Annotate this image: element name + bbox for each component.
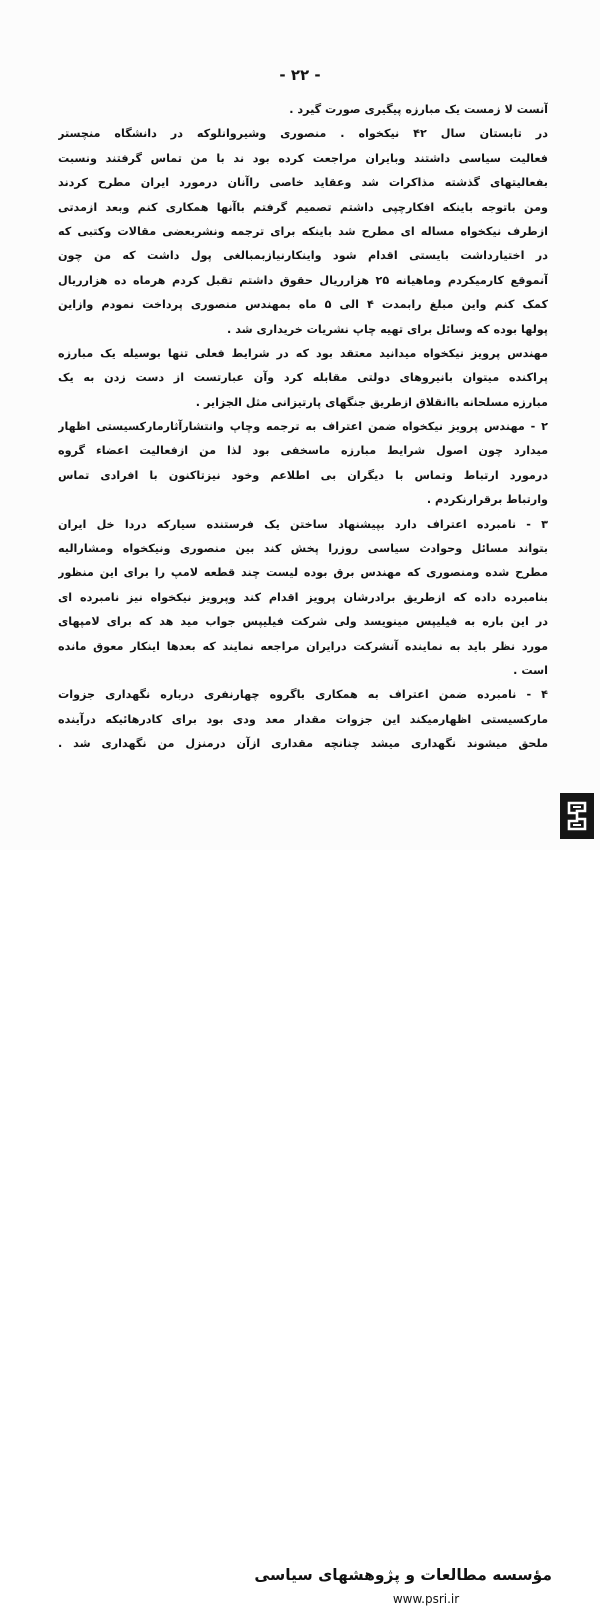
text-line: مارکسیستی اظهارمیکند این جزوات مقدار معد ودی بود برای کادرهائیکه درآینده <box>58 712 548 726</box>
text-line: مطرح شده ومنصوری که مهندس برق بوده لیست چند قطعه لامپ را برای این منظور <box>58 566 548 580</box>
text-line: ۴ - نامبرده ضمن اعتراف به همکاری باگروه چهارنفری درباره نگهداری جزوات <box>58 688 548 702</box>
document-body <box>58 98 548 757</box>
text-line: بفعالیتهای گذشته مذاکرات شد وعقاید خاصی راآنان درمورد ایران مطرح کردند <box>58 176 548 190</box>
institution-logo-icon <box>560 793 594 839</box>
text-line: ملحق میشوند نگهداری میشد چنانچه مقداری ازآن درمنزل من نگهداری شد . <box>58 737 548 751</box>
institution-website: www.psri.ir <box>392 1592 460 1606</box>
text-line: ازطرف نیکخواه مساله ای مطرح شد باینکه برای ترجمه ونشربعضی مقالات وکتبی که <box>58 224 548 238</box>
text-line: آنموقع کارمیکردم وماهیانه ۲۵ هزارریال حقوق داشتم تقبل کردم هرماه ده هزارریال <box>58 273 548 287</box>
text-line: مهندس پرویز نیکخواه میدانید معتقد بود که در شرایط فعلی تنها بوسیله یک مبارزه <box>58 346 548 360</box>
institution-name: مؤسسه مطالعات و پژوهشهای سیاسی <box>254 1566 552 1584</box>
text-line: است . <box>513 663 548 677</box>
text-line: پولها بوده که وسائل برای تهیه چاپ نشریات خریداری شد . <box>227 322 548 336</box>
text-line: مبارزه مسلحانه باانقلاق ازطریق جنگهای پارتیزانی مثل الجزایر . <box>195 395 548 409</box>
text-line: وارتباط برقرارنکردم . <box>426 493 548 507</box>
footer-watermark <box>0 776 600 1606</box>
text-line: در اختیارداشت بایستی اقدام شود واینکارنیازبمبالغی پول داشت که من چون <box>58 249 548 263</box>
institution-logo-graphic <box>564 797 590 835</box>
text-line: ۳ - نامبرده اعتراف دارد بپیشنهاد ساختن یک فرستنده سیارکه دردا خل ایران <box>58 517 548 531</box>
text-line: پراکنده میتوان بانیروهای دولتی مقابله کرد وآن عبارتست از دست زدن به یک <box>58 371 548 385</box>
text-line: ۲ - مهندس پرویز نیکخواه ضمن اعتراف به ترجمه وچاپ وانتشارآثارمارکسیستی اظهار <box>58 420 548 434</box>
text-line: کمک کنم واین مبلغ رابمدت ۴ الی ۵ ماه بمهندس منصوری پرداخت نمودم وازاین <box>58 298 548 312</box>
text-line: آنست لا زمست یک مبارزه پیگیری صورت گیرد . <box>289 103 548 116</box>
text-line: میدارد چون اصول شرایط مبارزه ماسخفی بود لذا من ازفعالیت اعضاء گروه <box>58 444 548 458</box>
text-line: در این باره به فیلیپس مینویسد ولی شرکت فیلیپس جواب مید هد که برای لامپهای <box>58 615 548 629</box>
text-line: ومن باتوجه باینکه افکارچپی داشتم تصمیم گرفتم باآنها همکاری کنم وبعد ازمدتی <box>58 200 548 214</box>
text-line: بتواند مسائل وحوادث سیاسی روزرا پخش کند بین منصوری ونیکخواه ومشارالیه <box>58 542 548 556</box>
text-line: مورد نظر باید به نماینده آنشرکت درایران مراجعه نمایند که بعدها اینکار معوق مانده <box>58 639 548 653</box>
text-line: درمورد ارتباط وتماس با دیگران بی اطلاعم وخود نیزتاکنون با افرادی تماس <box>58 468 548 482</box>
text-line: فعالیت سیاسی داشتند وبایران مراجعت کرده بود ند با من تماس گرفتند ونسبت <box>58 151 548 165</box>
text-line: بنامبرده داده که ازطریق برادرشان پرویز اقدام کند وپرویز نیکخواه نیز نامبرده ای <box>58 590 548 604</box>
text-line: در تابستان سال ۴۲ نیکخواه . منصوری وشیروانلوکه در دانشگاه منچستر <box>58 127 548 141</box>
page-number: - ۲۲ - <box>279 66 321 84</box>
